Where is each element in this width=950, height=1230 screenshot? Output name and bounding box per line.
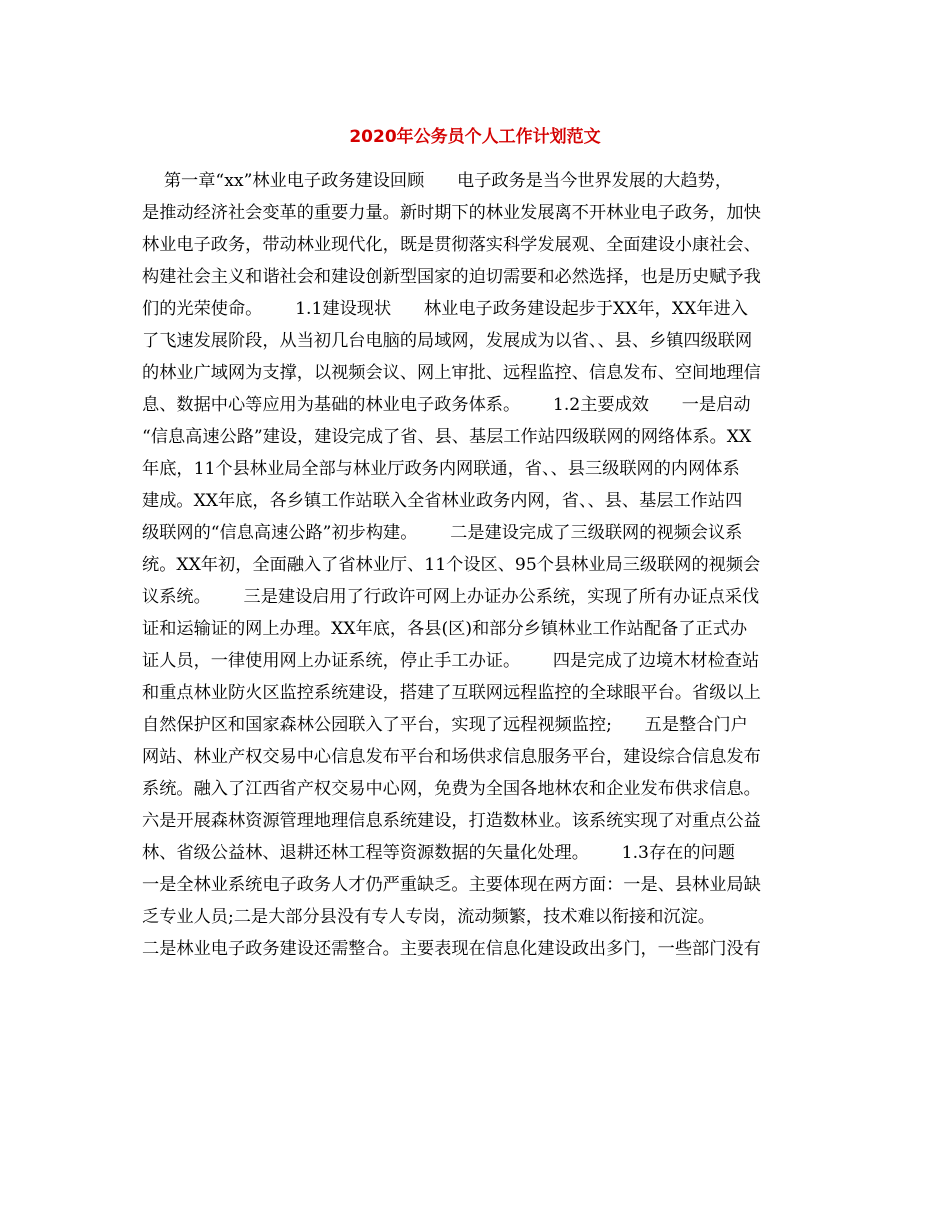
body-line: 乏专业人员;二是大部分县没有专人专岗，流动频繁，技术难以衔接和沉淀。 bbox=[142, 907, 715, 927]
body-line: 建成。XX年底，各乡镇工作站联入全省林业政务内网，省、、县、基层工作站四 bbox=[142, 491, 743, 511]
body-line: 一是全林业系统电子政务人才仍严重缺乏。主要体现在两方面：一是、县林业局缺 bbox=[142, 875, 761, 895]
body-line: 年底，11个县林业局全部与林业厅政务内网联通，省、、县三级联网的内网体系 bbox=[142, 459, 740, 479]
body-line: 证和运输证的网上办理。XX年底，各县(区)和部分乡镇林业工作站配备了正式办 bbox=[142, 619, 748, 639]
body-line: 是推动经济社会变革的重要力量。新时期下的林业发展离不开林业电子政务，加快 bbox=[142, 203, 761, 223]
body-line: 和重点林业防火区监控系统建设，搭建了互联网远程监控的全球眼平台。省级以上 bbox=[142, 683, 761, 703]
body-line: 第一章“xx”林业电子政务建设回顾 电子政务是当今世界发展的大趋势， bbox=[142, 171, 733, 191]
body-line: 证人员，一律使用网上办证系统，停止手工办证。 四是完成了边境木材检查站 bbox=[142, 651, 760, 671]
document-title: 2020年公务员个人工作计划范文 bbox=[349, 127, 601, 147]
body-line: 了飞速发展阶段，从当初几台电脑的局域网，发展成为以省、、县、乡镇四级联网 bbox=[142, 331, 753, 351]
body-line: “信息高速公路”建设，建设完成了省、县、基层工作站四级联网的网络体系。XX bbox=[142, 427, 752, 447]
body-line: 息、数据中心等应用为基础的林业电子政务体系。 1.2主要成效 一是启动 bbox=[142, 395, 751, 415]
body-line: 系统。融入了江西省产权交易中心网，免费为全国各地林农和企业发布供求信息。 bbox=[142, 779, 761, 799]
body-line: 级联网的“信息高速公路”初步构建。 二是建设完成了三级联网的视频会议系 bbox=[142, 523, 743, 543]
body-line: 统。XX年初，全面融入了省林业厅、11个设区、95个县林业局三级联网的视频会 bbox=[142, 555, 761, 575]
body-line: 二是林业电子政务建设还需整合。主要表现在信息化建设政出多门，一些部门没有 bbox=[142, 939, 761, 959]
body-line: 六是开展森林资源管理地理信息系统建设，打造数林业。该系统实现了对重点公益 bbox=[142, 811, 761, 831]
body-line: 自然保护区和国家森林公园联入了平台，实现了远程视频监控; 五是整合门户 bbox=[142, 715, 748, 735]
body-line: 网站、林业产权交易中心信息发布平台和场供求信息服务平台，建设综合信息发布 bbox=[142, 747, 761, 767]
body-line: 们的光荣使命。 1.1建设现状 林业电子政务建设起步于XX年，XX年进入 bbox=[142, 299, 748, 319]
body-line: 构建社会主义和谐社会和建设创新型国家的迫切需要和必然选择，也是历史赋予我 bbox=[142, 267, 761, 287]
body-line: 林、省级公益林、退耕还林工程等资源数据的矢量化处理。 1.3存在的问题 bbox=[142, 843, 735, 863]
body-line: 林业电子政务，带动林业现代化，既是贯彻落实科学发展观、全面建设小康社会、 bbox=[142, 235, 761, 255]
body-line: 议系统。 三是建设启用了行政许可网上办证办公系统，实现了所有办证点采伐 bbox=[142, 587, 760, 607]
body-line: 的林业广域网为支撑，以视频会议、网上审批、远程监控、信息发布、空间地理信 bbox=[142, 363, 761, 383]
